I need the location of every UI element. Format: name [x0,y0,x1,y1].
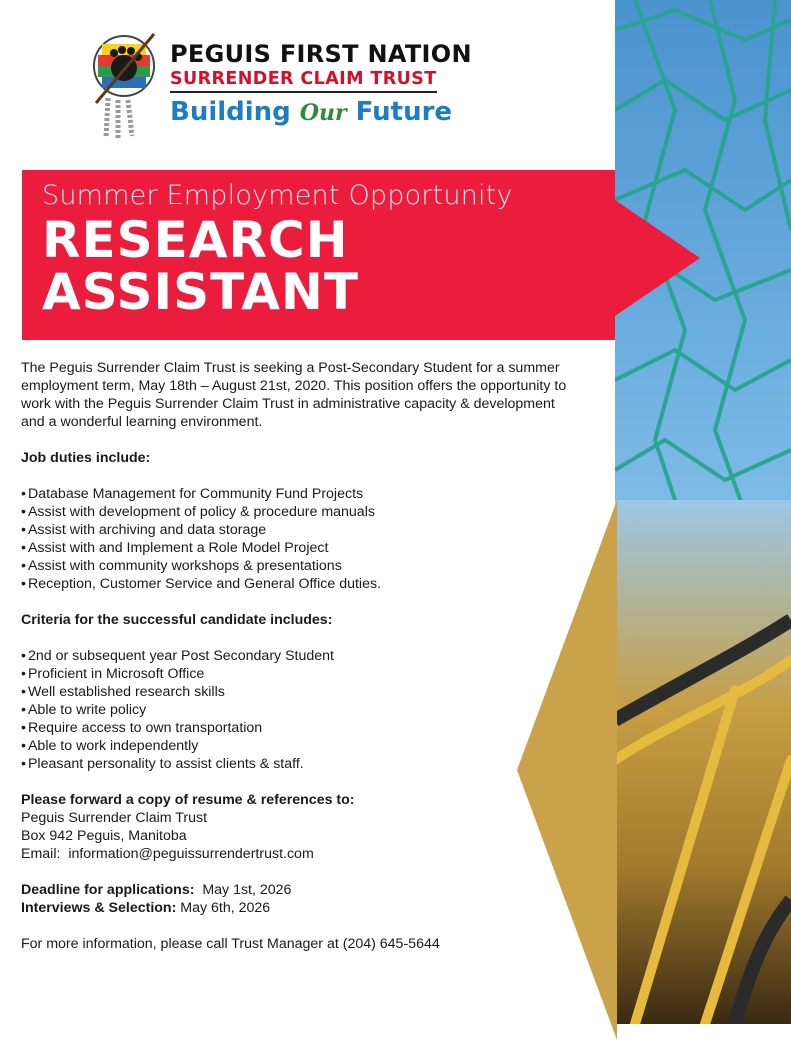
contact-email-line [21,845,581,863]
contact-address: Box 942 Peguis, Manitoba [21,828,187,844]
brand-trust-name: SURRENDER CLAIM TRUST [170,69,437,93]
job-title [42,211,359,321]
contact-heading: Please forward a copy of resume & references to: [21,792,355,808]
list-item: • Well established research skills [21,683,581,701]
rope-graphic [615,500,791,1024]
interviews-value: May 6th, 2026 [180,900,271,916]
brand-block [170,40,472,127]
deadline-label: Deadline for applications: [21,882,195,898]
criteria-heading: Criteria for the successful candidate includes: [21,612,333,628]
contact-org: Peguis Surrender Claim Trust [21,810,208,826]
list-item: • Reception, Customer Service and General Office duties. [21,575,581,593]
list-item: • Assist with and Implement a Role Model Project [21,539,581,557]
list-item: • Database Management for Community Fund Projects [21,485,581,503]
banner-arrow [615,200,700,316]
list-item: • Able to write policy [21,701,581,719]
tagline-building: Building [170,97,291,127]
job-title-line2: ASSISTANT [42,263,359,321]
list-item: • Assist with development of policy & procedure manuals [21,503,581,521]
duties-list [21,485,581,593]
list-item: • Able to work independently [21,737,581,755]
banner-subtitle: Summer Employment Opportunity [42,180,513,211]
list-item: • Proficient in Microsoft Office [21,665,581,683]
list-item: • Assist with archiving and data storage [21,521,581,539]
criteria-list [21,647,581,773]
tagline-future: Future [355,97,453,127]
posting-body [21,359,581,953]
list-item: • Pleasant personality to assist clients & staff. [21,755,581,773]
brand-tagline [170,97,472,127]
job-title-line1: RESEARCH [42,211,349,269]
deadline-line [21,881,581,899]
intro-paragraph: The Peguis Surrender Claim Trust is seeking a Post-Secondary Student for a summer employment term, May 18th – August 21st, 2020. This position offers the opportunity to work with the Peguis Surrender Claim Trust in administrative capacity & development and a wonderful learning environment. [21,360,567,430]
brand-name: PEGUIS FIRST NATION [170,40,472,68]
email-label: Email: [21,846,61,862]
rope-photo-area [615,500,791,1024]
footer-contact: For more information, please call Trust Manager at (204) 645-5644 [21,936,440,952]
trust-logo [88,28,160,146]
interviews-label: Interviews & Selection: [21,900,177,916]
list-item: • 2nd or subsequent year Post Secondary Student [21,647,581,665]
list-item: • Assist with community workshops & presentations [21,557,581,575]
duties-heading: Job duties include: [21,450,151,466]
tagline-our: Our [299,100,347,126]
interviews-line [21,899,581,917]
email-address[interactable]: information@peguissurrendertrust.com [68,846,314,862]
bear-paw-logo-icon [88,28,160,146]
list-item: • Require access to own transportation [21,719,581,737]
deadline-value: May 1st, 2026 [202,882,292,898]
title-banner [22,170,615,340]
